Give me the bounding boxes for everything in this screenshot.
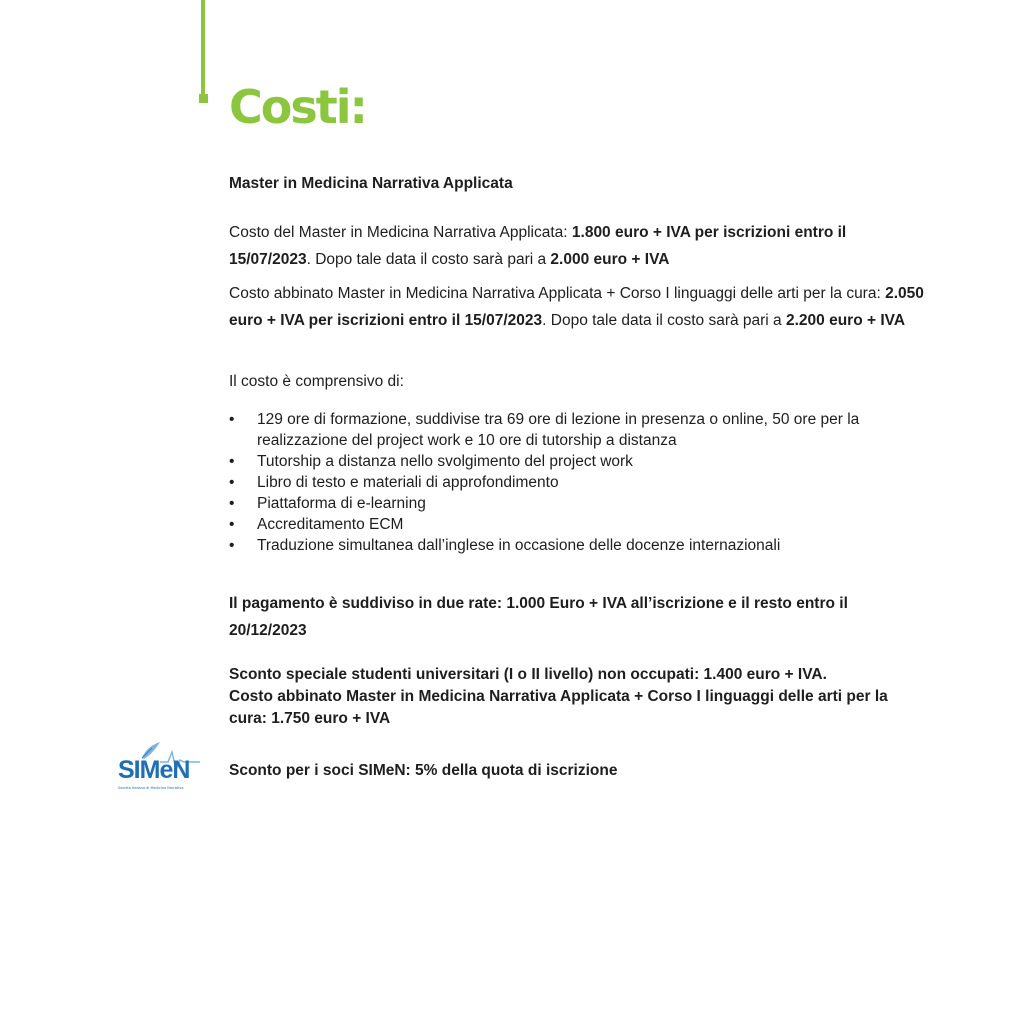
combined-cost-paragraph [229, 280, 924, 334]
bullet-icon: • [229, 495, 235, 512]
list-item-text: Accreditamento ECM [257, 516, 404, 533]
master-cost-paragraph [229, 219, 924, 273]
cost-2-middle: . Dopo tale data il costo sarà pari a [542, 312, 786, 329]
list-item [229, 514, 929, 535]
bullet-icon: • [229, 537, 235, 554]
member-discount: Sconto per i soci SIMeN: 5% della quota di iscrizione [229, 762, 618, 779]
student-discount-line: Sconto speciale studenti universitari (I o II livello) non occupati: 1.400 euro + IVA. [229, 666, 827, 683]
accent-vertical-line [201, 0, 205, 99]
bullet-icon: • [229, 453, 235, 470]
logo-wordmark: SIMeN [118, 756, 190, 784]
cost-1-late-price: 2.000 euro + IVA [550, 251, 670, 268]
master-subtitle: Master in Medicina Narrativa Applicata [229, 175, 513, 192]
includes-list [229, 409, 929, 556]
student-combined-line: Costo abbinato Master in Medicina Narrativa Applicata + Corso I linguaggi delle arti per la cura: 1.750 euro + IVA [229, 688, 888, 727]
page-title: Costi: [229, 80, 366, 134]
cost-2-prefix: Costo abbinato Master in Medicina Narrativa Applicata + Corso I linguaggi delle arti per la cura: [229, 285, 886, 302]
cost-1-prefix: Costo del Master in Medicina Narrativa Applicata: [229, 224, 572, 241]
cost-2-late-price: 2.200 euro + IVA [786, 312, 906, 329]
cost-2-early-price: 2.050 euro + IVA per iscrizioni entro il 15/07/2023 [229, 285, 924, 329]
bullet-icon: • [229, 411, 235, 428]
payment-terms: Il pagamento è suddiviso in due rate: 1.000 Euro + IVA all’iscrizione e il resto entro il 20/12/2023 [229, 595, 848, 639]
accent-line-marker [199, 94, 208, 103]
student-discount [229, 664, 924, 730]
list-item-text: Libro di testo e materiali di approfondimento [257, 474, 559, 491]
list-item-text: Traduzione simultanea dall’inglese in occasione delle docenze internazionali [257, 537, 781, 554]
list-item-text: Piattaforma di e-learning [257, 495, 426, 512]
cost-1-early-price: 1.800 euro + IVA per iscrizioni entro il 15/07/2023 [229, 224, 847, 268]
list-item [229, 409, 929, 451]
list-item-text: 129 ore di formazione, suddivise tra 69 ore di lezione in presenza o online, 50 ore per la realizzazione del project work e 10 ore di tutorship a distanza [257, 411, 860, 449]
simen-logo [118, 740, 204, 798]
logo-tagline: Società Italiana di Medicina Narrativa [118, 786, 184, 790]
list-item [229, 493, 929, 514]
bullet-icon: • [229, 474, 235, 491]
list-item [229, 472, 929, 493]
list-item-text: Tutorship a distanza nello svolgimento del project work [257, 453, 633, 470]
cost-1-middle: . Dopo tale data il costo sarà pari a [306, 251, 551, 268]
bullet-icon: • [229, 516, 235, 533]
includes-intro: Il costo è comprensivo di: [229, 373, 404, 390]
list-item [229, 535, 929, 556]
list-item [229, 451, 929, 472]
